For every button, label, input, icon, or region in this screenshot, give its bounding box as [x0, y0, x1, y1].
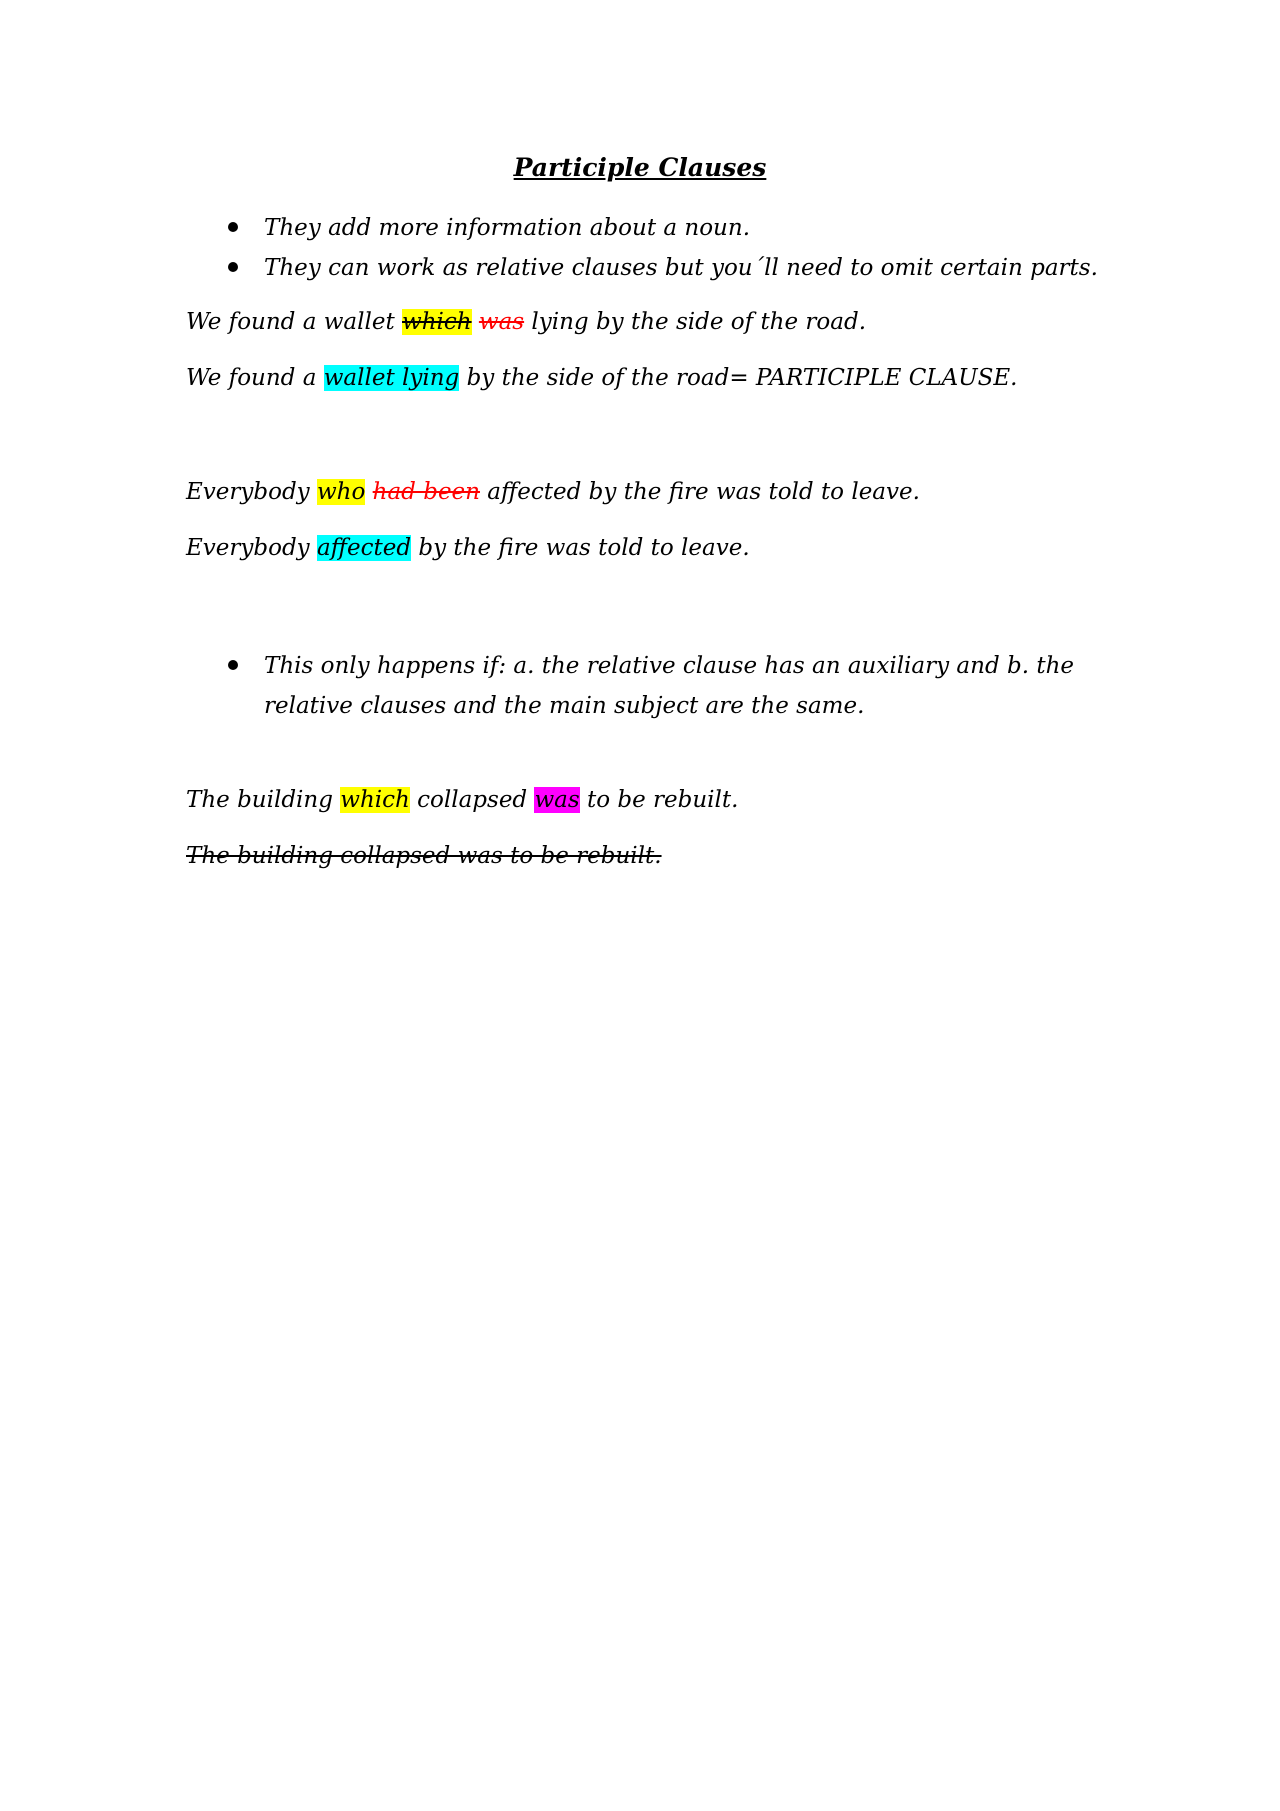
example-1-reduced: [186, 358, 1017, 398]
highlighted-main-verb: was: [534, 787, 580, 813]
text-segment: collapsed: [409, 787, 535, 813]
example-3-incorrect: The building collapsed was to be rebuilt.: [186, 843, 662, 869]
list-item: [220, 646, 1100, 726]
bullet-icon: [228, 262, 238, 272]
text-segment: affected by the fire was told to leave.: [479, 479, 920, 505]
example-1-original: [186, 302, 866, 342]
text-segment: We found a: [186, 365, 324, 391]
highlighted-relative-pronoun: which: [402, 309, 472, 335]
bullet-text: This only happens if: a. the relative clause has an auxiliary and b. the relative clauses and the main subject are the same.: [264, 653, 1074, 719]
bullet-text: They add more information about a noun.: [264, 215, 750, 241]
bullet-icon: [228, 660, 238, 670]
condition-bullet-list: [220, 646, 1100, 726]
text-segment: The building: [186, 787, 341, 813]
text-segment: by the fire was told to leave.: [411, 535, 750, 561]
highlighted-participle: affected: [316, 535, 412, 561]
text-segment: Everybody: [186, 479, 317, 505]
text-segment: lying by the side of the road.: [524, 309, 867, 335]
example-2-original: [186, 472, 920, 512]
bullet-icon: [228, 222, 238, 232]
list-item: [220, 208, 1100, 248]
page-title: Participle Clauses: [513, 153, 767, 182]
intro-bullet-list: [220, 208, 1100, 288]
struck-auxiliary: had been: [372, 479, 480, 505]
text-segment: by the side of the road= PARTICIPLE CLAUSE.: [459, 365, 1018, 391]
highlighted-relative-pronoun: who: [316, 479, 366, 505]
text-segment: to be rebuilt.: [579, 787, 739, 813]
text-segment: [472, 309, 479, 335]
highlighted-relative-pronoun: which: [340, 787, 410, 813]
list-item: [220, 248, 1100, 288]
bullet-text: They can work as relative clauses but you´ll need to omit certain parts.: [264, 255, 1098, 281]
struck-auxiliary: was: [478, 309, 525, 335]
text-segment: Everybody: [186, 535, 317, 561]
text-segment: We found a wallet: [186, 309, 403, 335]
example-2-reduced: [186, 528, 750, 568]
text-segment: [365, 479, 372, 505]
highlighted-participle: wallet lying: [323, 365, 460, 391]
example-3-original: [186, 780, 738, 820]
